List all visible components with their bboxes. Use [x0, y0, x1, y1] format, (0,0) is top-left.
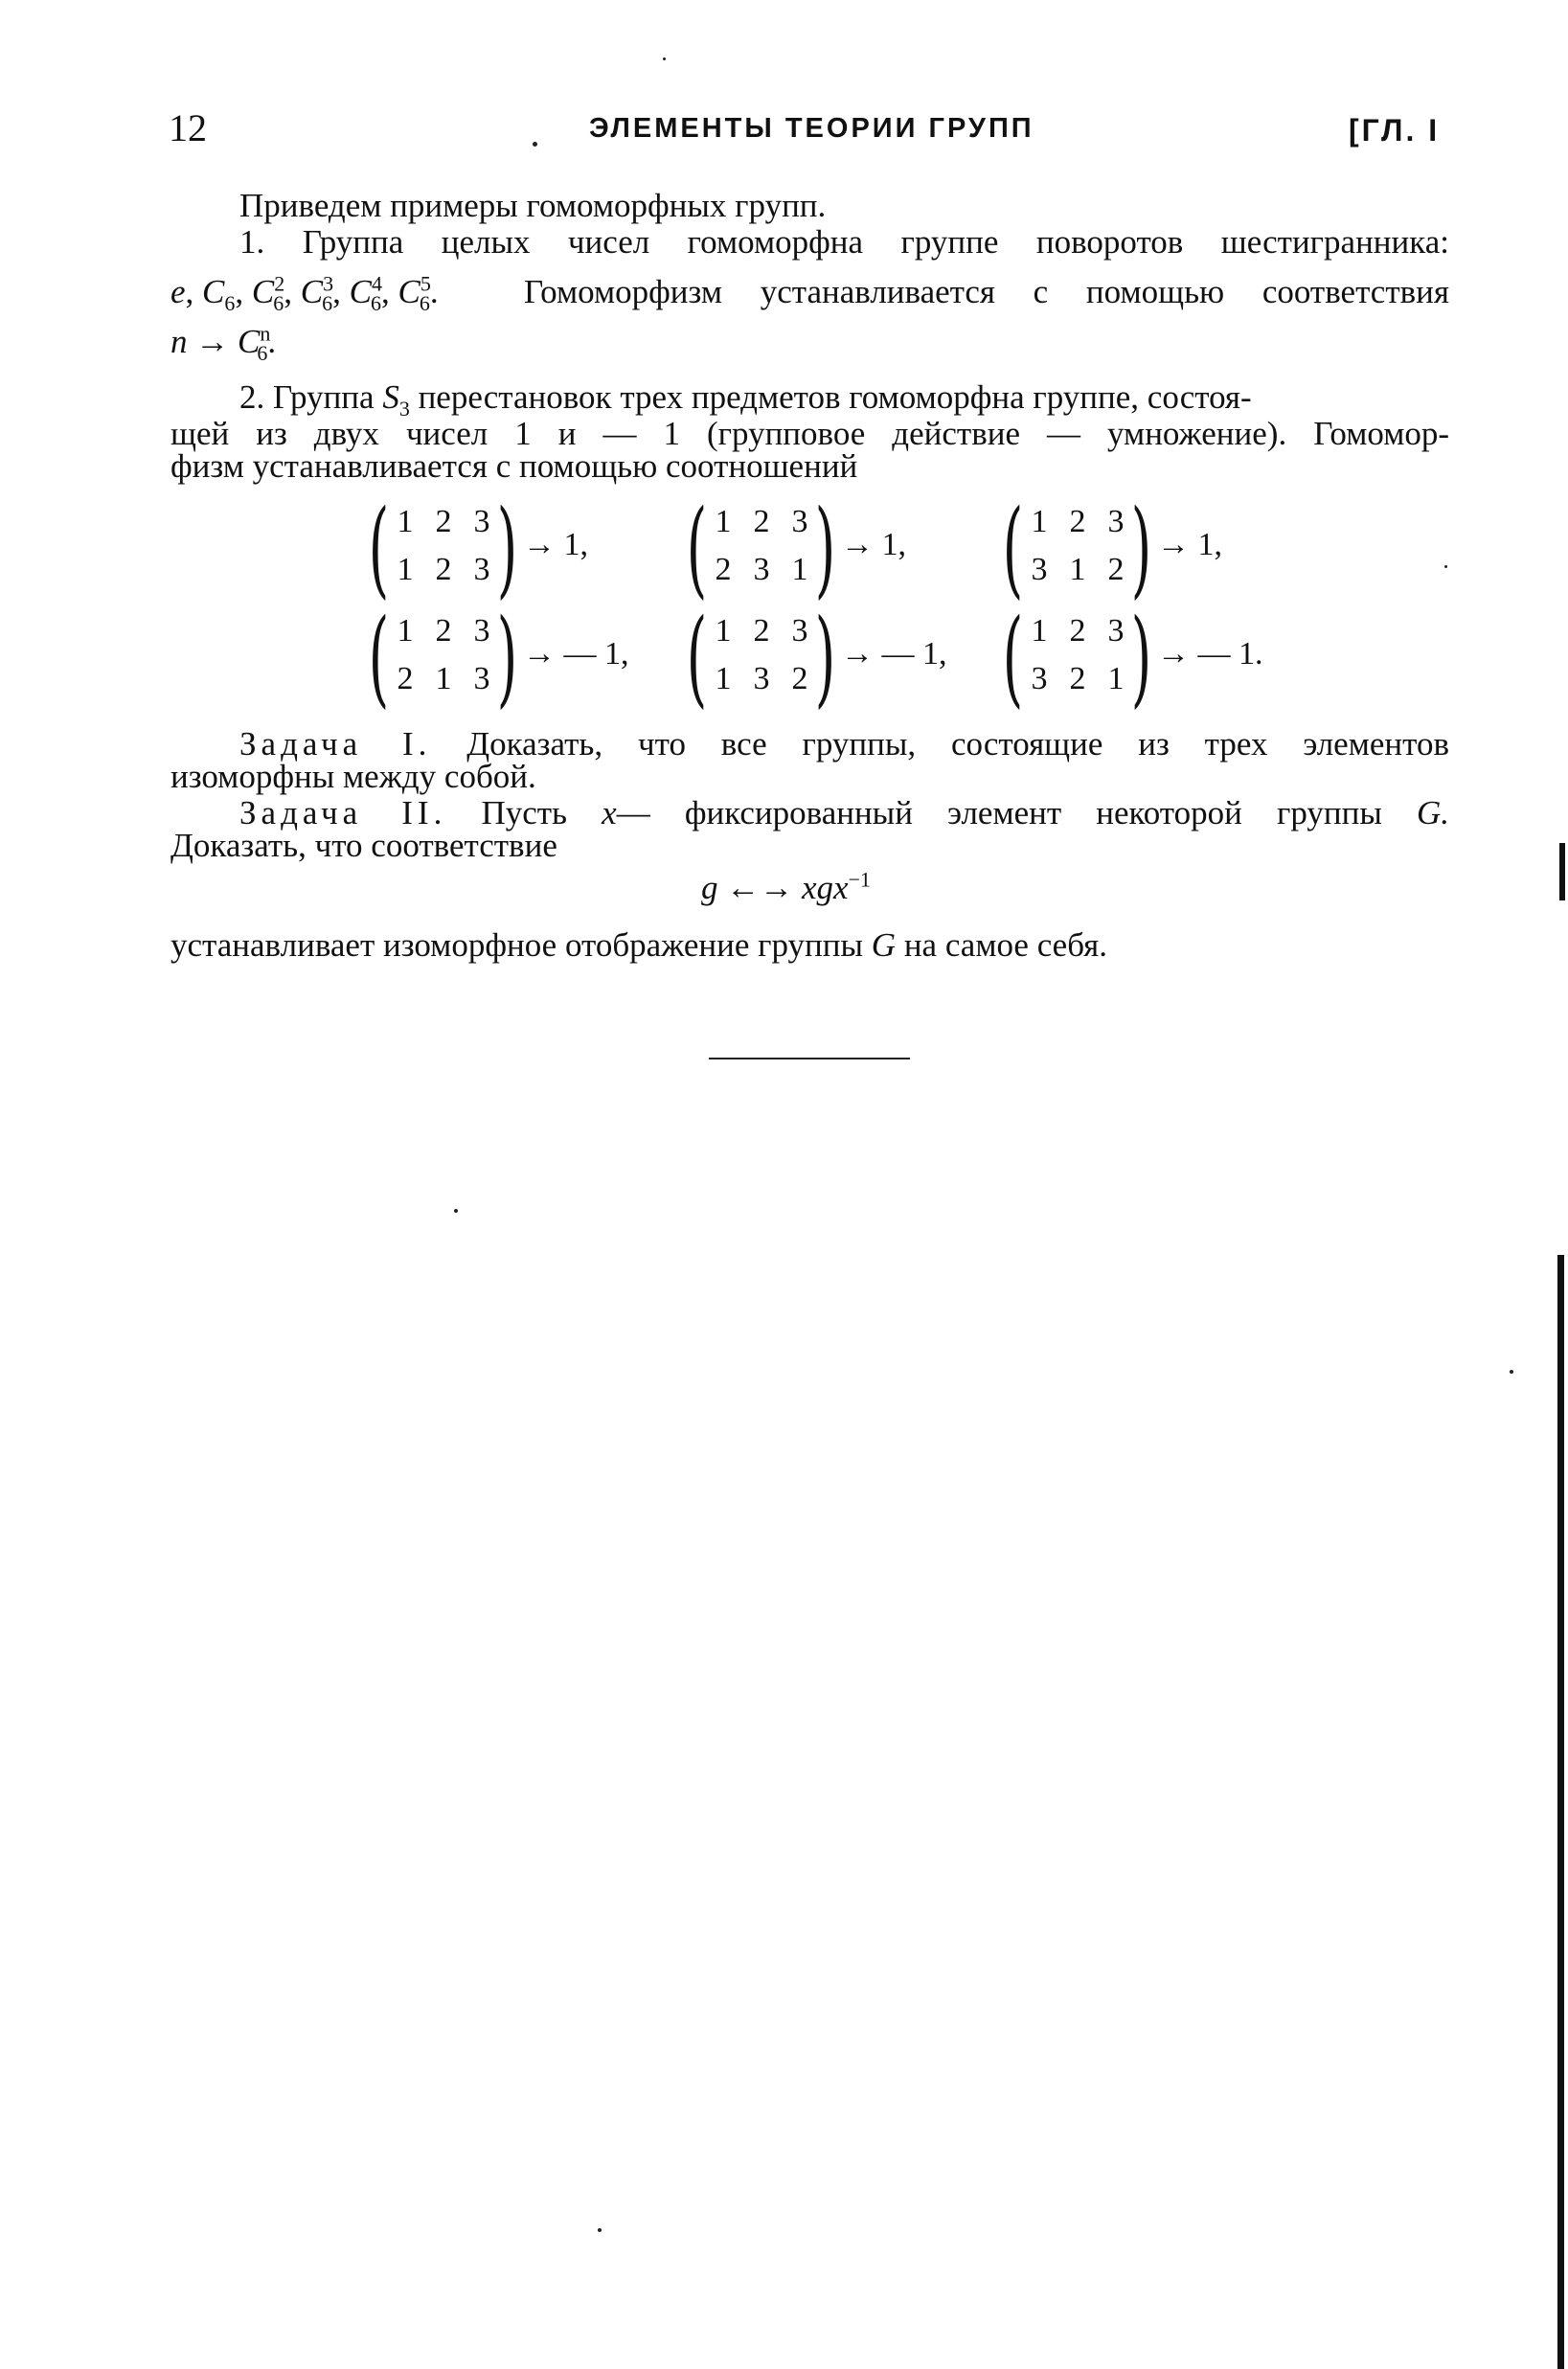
task2-line1: Задача II. Пусть x— фиксированный элемент некоторой группы G.: [239, 794, 1450, 831]
scan-speck: [1444, 565, 1447, 568]
header-dot: [533, 142, 537, 147]
intro-text: Приведем примеры гомоморфных групп.: [239, 187, 827, 224]
scan-speck: [663, 57, 666, 60]
task1-line1: Задача I. Доказать, что все группы, состоящие из трех элементов: [239, 725, 1449, 763]
example1-line2-text: Гомоморфизм устанавливается с помощью соответствия: [524, 273, 1449, 310]
task2-line3: устанавливает изоморфное отображение группы G на самое себя.: [170, 926, 1107, 964]
element-c6: $C_6$: [202, 273, 236, 315]
task2-label: Задача II.: [239, 794, 447, 831]
scan-speck: [454, 1209, 458, 1213]
scan-edge-mark: [1557, 1255, 1564, 2369]
page-number: 12: [169, 106, 207, 149]
example2-line3: физм устанавливается с помощью соотношений: [170, 447, 858, 485]
chapter-label: [ГЛ. I: [1349, 113, 1441, 148]
book-page: 12 ЭЛЕМЕНТЫ ТЕОРИИ ГРУПП [ГЛ. I Приведем примеры гомоморфных групп. 1. Группа целых чисел гомоморфна группе поворотов шестигранника: e, $C_6$, $C^2_6$, $C^3_6$, $C^4_6$, $C^5_6$. Гомоморфизм устанавливается с помощью соответствия $n \to C^n_6$. 2. Группа $S_3$ перестановок трех предметов гомоморфна группе, состоя- щей из двух чисел 1 и — 1 (групповое действие — умножение). Гомомор- физм устанавливается с помощью соотношений ( ) 1 2 3 1 2 3 → 1, ( ) 1 2 3 2 3 1 → 1, ( ) 1 2 3 3 1 2 → 1, ( ) 1 2 3 2 1 3 → — 1, ( ) 1 2 3 1 3 2 → — 1, ( ) 1 2 3 3 2 1 → — 1. Задача I. Доказать, что все группы, состоящие из трех элементов изоморфны между собой. Задача II. Пусть x— фиксированный элемент некоторой группы G. Доказать, что соответствие g ←→ xgx$^{-1}$ устанавливает изоморфное отображение группы G на самое себя.: [0, 0, 1568, 2369]
scan-edge-mark: [1559, 843, 1565, 900]
element-c6-2: $C^2_6$: [251, 271, 285, 315]
section-end-rule: [709, 1058, 910, 1059]
running-title: ЭЛЕМЕНТЫ ТЕОРИИ ГРУПП: [589, 113, 1034, 144]
element-e: e: [170, 273, 186, 310]
example2-line1: 2. Группа $S_3$ перестановок трех предметов гомоморфна группе, состоя-: [239, 378, 1252, 421]
element-c6-5: $C^5_6$: [398, 271, 431, 315]
example2-line2: щей из двух чисел 1 и — 1 (групповое действие — умножение). Гомомор-: [170, 415, 1449, 452]
task2-formula: g ←→ xgx$^{-1}$: [701, 867, 871, 906]
task1-line2: изоморфны между собой.: [170, 758, 536, 795]
scan-speck: [1510, 1370, 1513, 1374]
scan-speck: [598, 2228, 602, 2232]
example1-mapping: $n \to C^n_6$.: [170, 321, 277, 365]
double-arrow-icon: ←→: [726, 869, 794, 906]
task2-line2: Доказать, что соответствие: [170, 827, 557, 864]
task1-label: Задача I.: [239, 725, 432, 763]
element-c6-3: $C^3_6$: [300, 271, 334, 315]
arrow-icon: →: [195, 323, 230, 360]
example1-line1: 1. Группа целых чисел гомоморфна группе поворотов шестигранника:: [239, 223, 1449, 261]
element-c6-4: $C^4_6$: [349, 271, 382, 315]
example1-elements: e, $C_6$, $C^2_6$, $C^3_6$, $C^4_6$, $C^5_6$.: [170, 271, 439, 315]
